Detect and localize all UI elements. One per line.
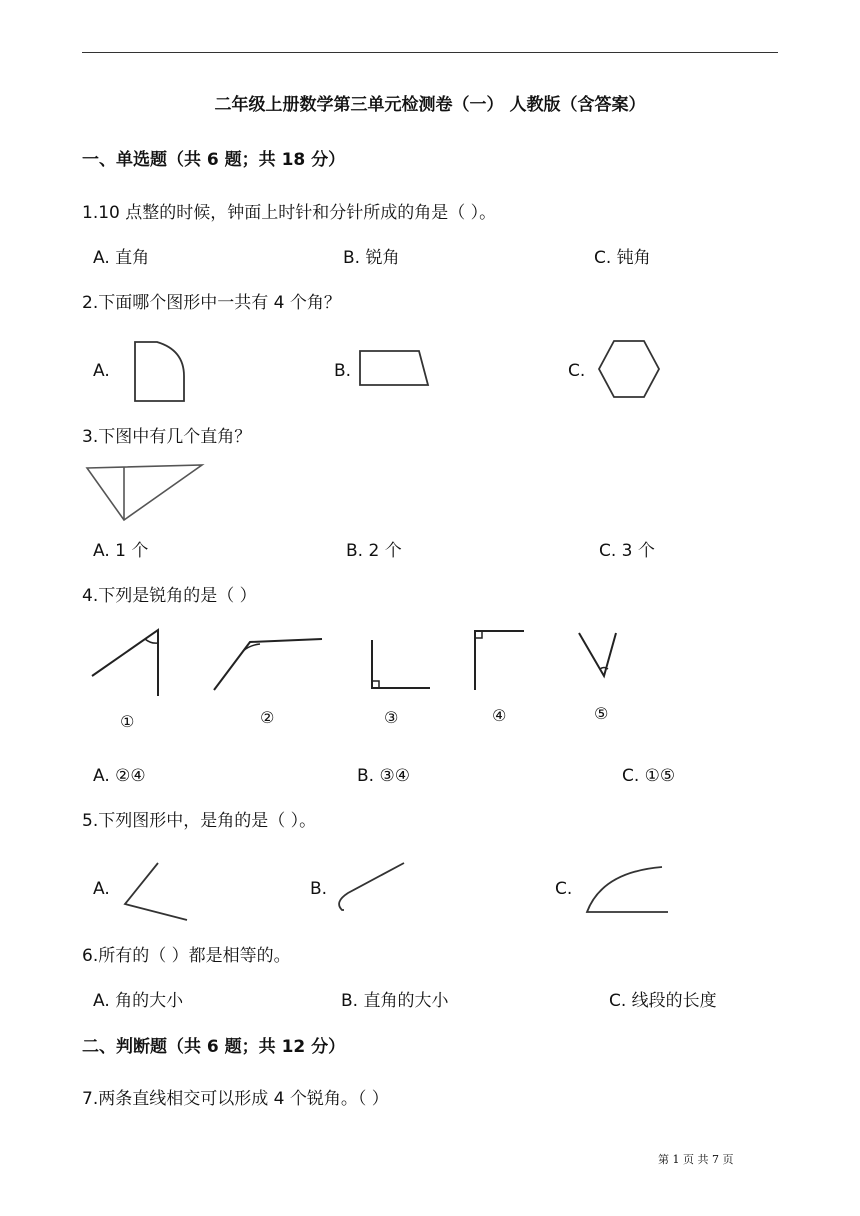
question-1-option-b[interactable]: B. 锐角	[343, 248, 400, 268]
question-6-text: 6.所有的（ ）都是相等的。	[82, 946, 291, 966]
curved-side-figure	[584, 864, 672, 914]
triangle-with-line-figure	[84, 462, 208, 524]
document-title: 二年级上册数学第三单元检测卷（一） 人教版（含答案）	[214, 95, 646, 115]
question-3-option-a[interactable]: A. 1 个	[93, 541, 149, 561]
question-3-text: 3.下图中有几个直角？	[82, 427, 252, 447]
question-7-text: 7.两条直线相交可以形成 4 个锐角。（ ）	[82, 1089, 389, 1109]
angle-1-figure	[88, 626, 164, 700]
question-3-option-c[interactable]: C. 3 个	[599, 541, 655, 561]
question-5-text: 5.下列图形中，是角的是（ ）。	[82, 811, 317, 831]
question-2-text: 2.下面哪个图形中一共有 4 个角？	[82, 293, 341, 313]
question-6-option-c[interactable]: C. 线段的长度	[609, 991, 717, 1011]
figure-label-3: ③	[384, 708, 399, 727]
question-2-option-b[interactable]: B.	[334, 361, 352, 381]
figure-label-1: ①	[120, 712, 135, 731]
question-4-option-b[interactable]: B. ③④	[357, 766, 410, 786]
question-6-option-b[interactable]: B. 直角的大小	[341, 991, 449, 1011]
trapezoid-figure	[358, 348, 432, 388]
question-3-option-b[interactable]: B. 2 个	[346, 541, 402, 561]
section-heading-true-false: 二、判断题（共 6 题；共 12 分）	[82, 1037, 346, 1057]
question-1-option-c[interactable]: C. 钝角	[594, 248, 651, 268]
question-4-option-a[interactable]: A. ②④	[93, 766, 146, 786]
question-5-option-b[interactable]: B.	[310, 879, 328, 899]
question-4-option-c[interactable]: C. ①⑤	[622, 766, 676, 786]
angle-3-figure	[368, 638, 434, 692]
angle-lines-figure	[120, 860, 190, 924]
header-rule	[82, 52, 778, 53]
page-footer: 第 1 页 共 7 页	[658, 1153, 734, 1166]
question-1-text: 1.10 点整的时候，钟面上时针和分针所成的角是（ ）。	[82, 203, 497, 223]
figure-label-5: ⑤	[594, 704, 609, 723]
figure-label-2: ②	[260, 708, 275, 727]
question-2-option-c[interactable]: C.	[568, 361, 586, 381]
angle-5-figure	[576, 630, 620, 680]
figure-label-4: ④	[492, 706, 507, 725]
question-2-option-a[interactable]: A.	[93, 361, 110, 381]
rounded-vertex-figure	[334, 860, 408, 912]
question-4-text: 4.下列是锐角的是（ ）	[82, 586, 257, 606]
question-6-option-a[interactable]: A. 角的大小	[93, 991, 184, 1011]
section-heading-single-choice: 一、单选题（共 6 题；共 18 分）	[82, 150, 346, 170]
question-5-option-c[interactable]: C.	[555, 879, 573, 899]
angle-2-figure	[210, 634, 326, 694]
door-shape-figure	[132, 340, 188, 404]
question-5-option-a[interactable]: A.	[93, 879, 110, 899]
angle-4-figure	[470, 626, 528, 692]
hexagon-figure	[596, 338, 662, 402]
question-1-option-a[interactable]: A. 直角	[93, 248, 150, 268]
